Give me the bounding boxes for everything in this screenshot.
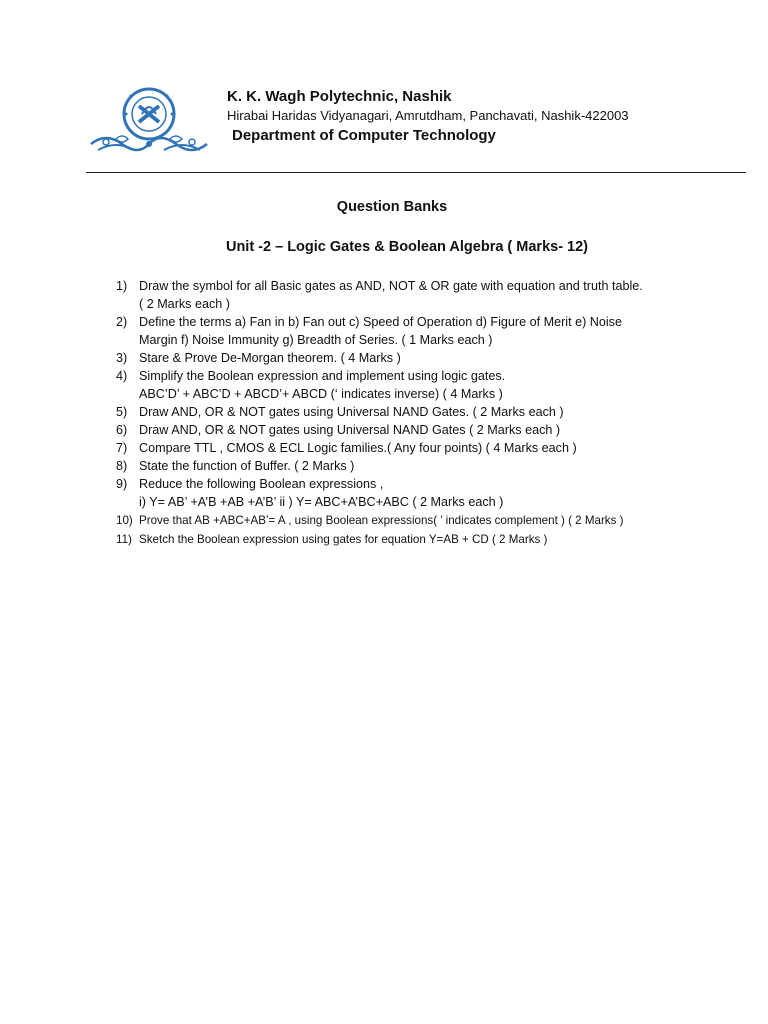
document-title: Question Banks bbox=[336, 199, 448, 215]
question-item bbox=[116, 511, 736, 530]
question-number: 10) bbox=[116, 514, 133, 527]
question-item bbox=[116, 349, 736, 367]
header-divider bbox=[86, 172, 746, 173]
question-number: 7) bbox=[116, 441, 128, 455]
question-list bbox=[116, 277, 736, 549]
question-number: 8) bbox=[116, 459, 128, 473]
question-text-continued: ( 2 Marks each ) bbox=[139, 297, 230, 311]
question-text-continued: ABC’D’ + ABC’D + ABCD’+ ABCD (‘ indicates inverse) ( 4 Marks ) bbox=[139, 387, 503, 401]
question-item bbox=[116, 439, 736, 457]
question-item bbox=[116, 367, 736, 403]
question-item bbox=[116, 313, 736, 349]
question-text: Define the terms a) Fan in b) Fan out c) Speed of Operation d) Figure of Merit e) Noise bbox=[139, 315, 622, 329]
question-number: 4) bbox=[116, 369, 128, 383]
question-item bbox=[116, 421, 736, 439]
question-text: Sketch the Boolean expression using gates for equation Y=AB + CD ( 2 Marks ) bbox=[139, 533, 548, 546]
question-number: 11) bbox=[116, 533, 132, 546]
question-number: 6) bbox=[116, 423, 128, 437]
document-subtitle: Unit -2 – Logic Gates & Boolean Algebra ( Marks- 12) bbox=[225, 239, 589, 255]
question-item bbox=[116, 403, 736, 421]
question-item bbox=[116, 475, 736, 511]
question-number: 9) bbox=[116, 477, 128, 491]
question-item bbox=[116, 457, 736, 475]
question-item bbox=[116, 530, 736, 549]
question-text-continued: i) Y= AB’ +A’B +AB +A’B’ ii ) Y= ABC+A’BC+ABC ( 2 Marks each ) bbox=[139, 495, 504, 509]
institute-address: Hirabai Haridas Vidyanagari, Amrutdham, Panchavati, Nashik-422003 bbox=[227, 108, 629, 123]
question-text: Reduce the following Boolean expressions , bbox=[139, 477, 384, 491]
question-number: 1) bbox=[116, 279, 128, 293]
question-text: Compare TTL , CMOS & ECL Logic families.( Any four points) ( 4 Marks each ) bbox=[139, 441, 577, 455]
question-text: Simplify the Boolean expression and implement using logic gates. bbox=[139, 369, 506, 383]
question-number: 5) bbox=[116, 405, 128, 419]
question-text: Draw AND, OR & NOT gates using Universal NAND Gates ( 2 Marks each ) bbox=[139, 423, 561, 437]
question-text: Stare & Prove De-Morgan theorem. ( 4 Marks ) bbox=[139, 351, 401, 365]
question-text: State the function of Buffer. ( 2 Marks ) bbox=[139, 459, 355, 473]
question-number: 3) bbox=[116, 351, 128, 365]
question-number: 2) bbox=[116, 315, 128, 329]
department-name: Department of Computer Technology bbox=[232, 127, 496, 144]
college-emblem-icon bbox=[86, 84, 212, 158]
question-item bbox=[116, 277, 736, 313]
question-text: Draw the symbol for all Basic gates as AND, NOT & OR gate with equation and truth table. bbox=[139, 279, 643, 293]
question-text-continued: Margin f) Noise Immunity g) Breadth of Series. ( 1 Marks each ) bbox=[139, 333, 493, 347]
question-text: Draw AND, OR & NOT gates using Universal NAND Gates. ( 2 Marks each ) bbox=[139, 405, 564, 419]
institute-name: K. K. Wagh Polytechnic, Nashik bbox=[227, 88, 452, 105]
question-text: Prove that AB +ABC+AB’= A , using Boolean expressions( ’ indicates complement ) ( 2 Marks ) bbox=[139, 514, 624, 527]
